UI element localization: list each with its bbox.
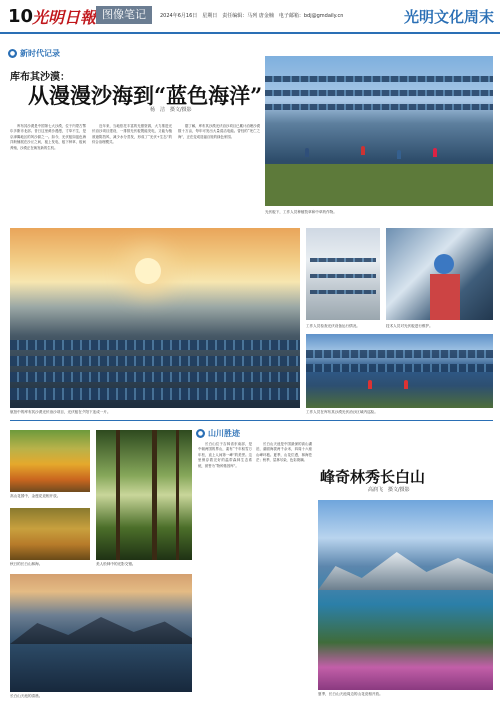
worker-figure: [397, 150, 401, 159]
photo-caption: 长白山天池的清晨。: [10, 694, 43, 698]
worker-figure: [305, 148, 309, 157]
helmet-shape: [434, 254, 454, 274]
worker-figure: [368, 380, 372, 389]
photo-alpine-flowers: [10, 430, 90, 492]
photo-caption: 美人松林中的光影交错。: [96, 562, 136, 566]
photo-caption: 光伏板下，工作人员种植牧草和中草药作物。: [265, 210, 337, 214]
panel-row: [306, 350, 493, 358]
worker-figure: [433, 148, 437, 157]
weekly-title: 光明文化周末: [403, 8, 494, 26]
column-badge-label: 山川胜迹: [208, 429, 240, 438]
photo-worker-maintenance: [386, 228, 493, 320]
section-divider: [10, 420, 493, 421]
photo-caption: 航拍中的库布其沙漠光伏治沙项目，光伏板在夕阳下连成一片。: [10, 410, 111, 414]
page-header: [0, 0, 500, 34]
photo-caption: 秋日的长白山林海。: [10, 562, 43, 566]
photo-grid-facility: [306, 228, 380, 320]
body-paragraph: 据了解，库布其沙漠光伏治沙项目已累计治理沙漠数十万亩，每年可发出大量清洁电能。曾经的“死亡之海”，正在变成造福百姓的绿色家园。: [178, 124, 260, 139]
worker-figure: [361, 146, 365, 155]
photo-caption: 工作人员检查光伏设备运行情况。: [306, 324, 360, 328]
worker-body-shape: [430, 274, 460, 320]
photo-tianchi-flowers: [318, 500, 493, 690]
photo-caption: 技术人员对光伏板进行维护。: [386, 324, 433, 328]
panel-row: [10, 340, 300, 350]
tree-trunk: [152, 430, 157, 560]
panel-row: [306, 364, 493, 372]
column-badge-scenery: [196, 428, 240, 439]
panel-row: [265, 76, 493, 82]
column-badge-record: [8, 48, 60, 59]
photo-panels-workers: [265, 56, 493, 206]
photo-pine-forest: [96, 430, 192, 560]
article2-headline: 峰奇林秀长白山: [320, 468, 426, 486]
section-tag: 图像笔记: [96, 6, 152, 24]
body-paragraph: 近年来，当地依托丰富的光照资源，大力推进光伏治沙项目建设，一排排光伏板既能发电，又能为植被遮阴挡风、减少水分蒸发，形成了“光伏+生态”的综合治理模式。: [92, 124, 172, 145]
panel-row: [265, 90, 493, 96]
panel-row: [10, 356, 300, 366]
panel-row: [310, 258, 376, 262]
body-paragraph: 长白山天池是中国最深的高山湖泊，湖面海拔两千余米，四周十六座山峰环抱。夏季，山花烂漫，林海苍茫；秋季，层林尽染，色彩斑斓。: [256, 442, 312, 463]
photo-caption: 工作人员在库布其沙漠光伏治沙区域内巡检。: [306, 410, 378, 414]
badge-dot-icon: ●: [197, 430, 204, 437]
worker-figure: [404, 380, 408, 389]
photo-caption: 夏季，长白山天池周边的山花竞相开放。: [318, 692, 383, 696]
tree-trunk: [176, 430, 179, 560]
snow-peak-shape: [318, 550, 493, 590]
page-number: 10: [8, 6, 34, 27]
panel-row: [265, 104, 493, 110]
article-kicker: 库布其沙漠：: [10, 72, 70, 83]
panel-row: [310, 274, 376, 278]
header-meta: 2024年6月16日 星期日 责任编辑：马列 唐金楠 电子邮箱：bdj@gmdaily.cn: [160, 13, 344, 19]
photo-panel-rows: [306, 334, 493, 408]
article-byline: 杨 洁 摄文/摄影: [150, 107, 192, 113]
sun-shape: [135, 258, 161, 284]
article2-body-col1: [198, 442, 252, 686]
photo-caption: 高山花园中，金莲花竞相开放。: [10, 494, 61, 498]
photo-heaven-lake-dawn: [10, 574, 192, 692]
tree-trunk: [116, 430, 120, 560]
photo-sunset-aerial: [10, 228, 300, 408]
article-body-col1: [10, 124, 86, 224]
ground-strip: [265, 164, 493, 206]
body-paragraph: 长白山位于吉林省东南部，是中朝两国的界山，素有“千年积雪万年松，直上人间第一峰”的美誉。这里保存着完好的温带森林生态系统，被誉为“物种基因库”。: [198, 442, 252, 468]
badge-dot-icon: ●: [9, 50, 16, 57]
panel-row: [10, 388, 300, 400]
panel-row: [10, 372, 300, 382]
mountain-shape: [10, 614, 192, 644]
article-body-col2: [92, 124, 172, 224]
article2-byline: 高润飞 摄文/摄影: [368, 487, 410, 493]
article2-body-col2: [256, 442, 312, 686]
masthead-logo: 光明日報: [32, 8, 97, 27]
photo-autumn-forest: [10, 508, 90, 560]
article-body-col3: [178, 124, 260, 224]
article-headline: 从漫漫沙海到“蓝色海洋”: [28, 83, 263, 108]
body-paragraph: 库布其沙漠是中国第七大沙漠，位于内蒙古鄂尔多斯市北部。昔日这里黄沙漫漫，寸草不生，是京津冀地区的风沙源之一。如今，光伏板如蓝色海洋般铺展在沙丘之间，板上发电、板下种草、板间养殖，沙漠正在焕发新的生机。: [10, 124, 86, 150]
panel-row: [310, 290, 376, 294]
column-badge-label: 新时代记录: [20, 49, 60, 58]
